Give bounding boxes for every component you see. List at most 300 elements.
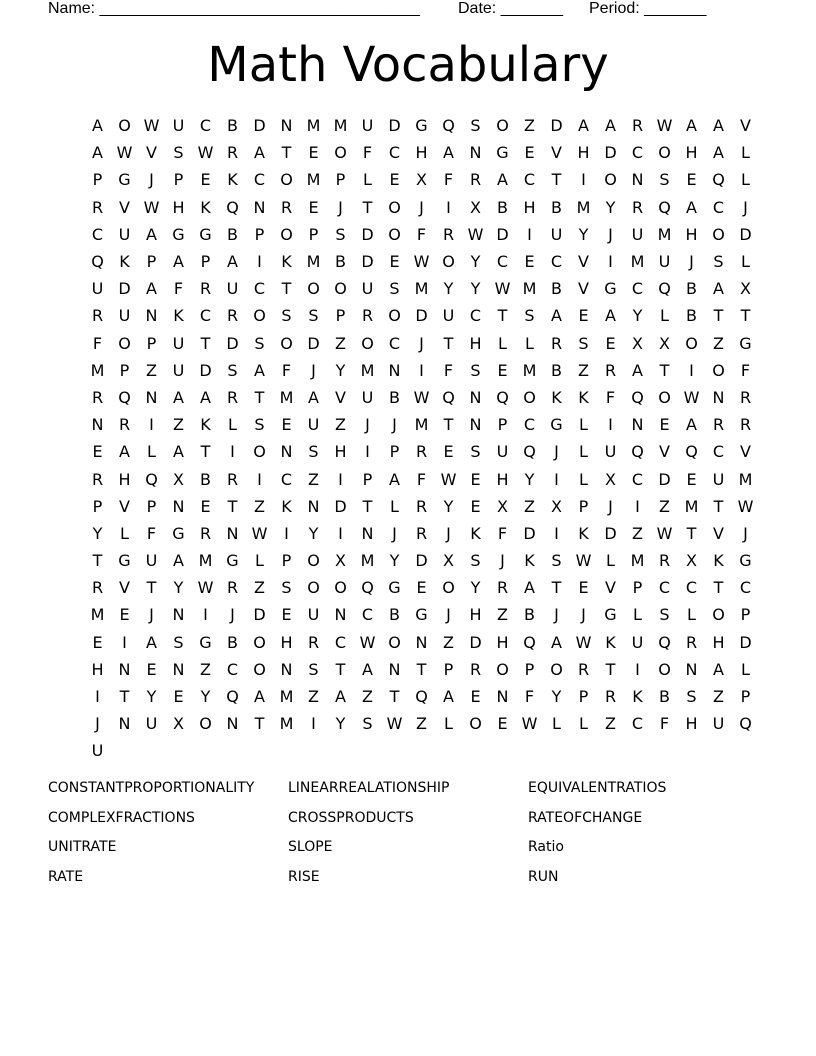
grid-letter: E [686, 170, 697, 190]
grid-letter: W [197, 578, 214, 598]
grid-letter: W [197, 143, 214, 163]
grid-letter: A [308, 387, 319, 407]
grid-letter: W [494, 279, 511, 299]
grid-letter: V [740, 442, 751, 462]
grid-letter: S [227, 360, 238, 380]
grid-letter: C [739, 578, 752, 598]
grid-letter: N [172, 659, 185, 679]
grid-letter: C [253, 279, 266, 299]
grid-letter: P [119, 360, 130, 380]
grid-letter: T [227, 496, 238, 516]
grid-letter: D [415, 306, 428, 326]
grid-letter: J [608, 224, 613, 244]
grid-letter: A [146, 224, 157, 244]
grid-letter: P [740, 605, 751, 625]
grid-letter: E [173, 687, 184, 707]
grid-letter: T [389, 687, 400, 707]
grid-letter: N [469, 387, 482, 407]
grid-letter: T [497, 306, 508, 326]
grid-letter: H [712, 632, 725, 652]
grid-letter: V [713, 523, 724, 543]
grid-letter: T [281, 279, 292, 299]
grid-letter: W [413, 252, 430, 272]
grid-letter: J [446, 605, 451, 625]
grid-letter: B [227, 224, 238, 244]
grid-letter: T [254, 714, 265, 734]
grid-letter: N [172, 496, 185, 516]
grid-letter: K [524, 551, 535, 571]
grid-letter: R [631, 197, 644, 217]
grid-letter: O [280, 333, 293, 353]
grid-letter: S [173, 143, 184, 163]
grid-letter: J [554, 442, 559, 462]
grid-letter: Y [470, 578, 481, 598]
grid-letter: J [392, 523, 397, 543]
grid-letter: J [446, 523, 451, 543]
grid-letter: M [738, 469, 753, 489]
grid-letter: N [280, 659, 293, 679]
word-bank-item: CONSTANTPROPORTIONALITY [48, 780, 255, 796]
grid-letter: C [361, 605, 374, 625]
grid-letter: W [251, 523, 268, 543]
grid-letter: F [659, 714, 670, 734]
grid-letter: S [686, 687, 697, 707]
grid-letter: T [416, 659, 427, 679]
grid-letter: W [683, 387, 700, 407]
grid-letter: Z [416, 714, 427, 734]
grid-letter: S [524, 306, 535, 326]
grid-letter: N [172, 605, 185, 625]
grid-letter: R [226, 143, 239, 163]
grid-letter: W [386, 714, 403, 734]
grid-letter: N [280, 442, 293, 462]
grid-letter: O [712, 224, 725, 244]
period-field-label: Period: _______ [589, 0, 707, 17]
grid-letter: P [281, 551, 292, 571]
grid-letter: T [443, 415, 454, 435]
grid-letter: P [389, 442, 400, 462]
grid-letter: N [307, 496, 320, 516]
grid-letter: R [415, 523, 428, 543]
grid-letter: L [228, 415, 237, 435]
grid-letter: R [91, 469, 104, 489]
grid-letter: A [551, 632, 562, 652]
grid-letter: H [469, 333, 482, 353]
grid-letter: X [173, 714, 184, 734]
grid-letter: A [362, 659, 373, 679]
grid-letter: A [578, 116, 589, 136]
grid-letter: Y [443, 496, 454, 516]
grid-letter: Q [523, 442, 536, 462]
grid-letter: E [389, 170, 400, 190]
grid-letter: D [253, 116, 266, 136]
grid-letter: R [658, 551, 671, 571]
grid-letter: P [254, 224, 265, 244]
grid-letter: A [92, 116, 103, 136]
grid-letter: I [338, 523, 343, 543]
grid-letter: Y [551, 687, 562, 707]
grid-letter: L [363, 170, 372, 190]
grid-letter: I [203, 605, 208, 625]
grid-letter: G [226, 551, 239, 571]
grid-letter: A [254, 687, 265, 707]
grid-letter: I [257, 469, 262, 489]
grid-letter: O [307, 551, 320, 571]
grid-letter: G [739, 551, 752, 571]
grid-letter: D [739, 632, 752, 652]
grid-letter: L [552, 714, 561, 734]
grid-letter: P [146, 252, 157, 272]
grid-letter: S [659, 170, 670, 190]
grid-letter: M [90, 605, 105, 625]
grid-letter: R [226, 469, 239, 489]
grid-letter: X [605, 469, 616, 489]
grid-letter: W [116, 143, 133, 163]
grid-letter: R [415, 496, 428, 516]
grid-letter: I [230, 442, 235, 462]
grid-letter: R [550, 333, 563, 353]
grid-letter: T [92, 551, 103, 571]
grid-letter: N [631, 415, 644, 435]
grid-letter: V [551, 143, 562, 163]
grid-letter: N [91, 415, 104, 435]
grid-letter: L [390, 496, 399, 516]
grid-letter: P [92, 170, 103, 190]
grid-letter: L [633, 605, 642, 625]
grid-letter: V [119, 496, 130, 516]
grid-letter: M [576, 197, 591, 217]
grid-letter: T [281, 143, 292, 163]
grid-letter: M [198, 551, 213, 571]
grid-letter: O [307, 279, 320, 299]
grid-letter: I [95, 687, 100, 707]
grid-letter: W [359, 632, 376, 652]
grid-letter: Z [578, 360, 589, 380]
grid-letter: B [524, 605, 535, 625]
grid-letter: P [740, 687, 751, 707]
grid-letter: G [415, 605, 428, 625]
grid-letter: R [739, 387, 752, 407]
grid-letter: B [551, 197, 562, 217]
grid-letter: J [230, 605, 235, 625]
header-line [48, 0, 748, 20]
grid-letter: Q [118, 387, 131, 407]
grid-letter: Z [713, 687, 724, 707]
grid-letter: N [334, 605, 347, 625]
grid-letter: E [470, 496, 481, 516]
grid-letter: C [388, 143, 401, 163]
grid-letter: M [306, 252, 321, 272]
grid-letter: S [659, 605, 670, 625]
grid-letter: R [739, 415, 752, 435]
grid-letter: L [120, 523, 129, 543]
grid-letter: T [659, 360, 670, 380]
grid-letter: I [554, 523, 559, 543]
grid-letter: X [551, 496, 562, 516]
grid-letter: Q [226, 687, 239, 707]
grid-letter: S [470, 551, 481, 571]
grid-letter: Y [605, 197, 616, 217]
grid-letter: U [550, 224, 563, 244]
grid-letter: B [200, 469, 211, 489]
grid-letter: T [686, 523, 697, 543]
grid-letter: I [608, 252, 613, 272]
grid-letter: O [118, 116, 131, 136]
grid-letter: I [446, 197, 451, 217]
grid-letter: U [172, 116, 185, 136]
grid-letter: A [335, 687, 346, 707]
grid-letter: P [146, 333, 157, 353]
grid-letter: L [579, 442, 588, 462]
grid-letter: V [335, 387, 346, 407]
grid-letter: G [550, 415, 563, 435]
grid-letter: T [146, 578, 157, 598]
grid-letter: E [686, 469, 697, 489]
grid-letter: Q [712, 170, 725, 190]
grid-letter: M [306, 170, 321, 190]
grid-letter: V [740, 116, 751, 136]
grid-letter: O [253, 306, 266, 326]
grid-letter: E [578, 306, 589, 326]
grid-letter: O [334, 143, 347, 163]
grid-letter: C [631, 279, 644, 299]
grid-letter: J [365, 415, 370, 435]
grid-letter: U [604, 442, 617, 462]
grid-letter: B [497, 197, 508, 217]
grid-letter: R [307, 632, 320, 652]
grid-letter: Y [335, 360, 346, 380]
grid-letter: G [118, 170, 131, 190]
grid-letter: H [523, 197, 536, 217]
grid-letter: Z [200, 659, 211, 679]
grid-letter: G [604, 279, 617, 299]
grid-letter: O [361, 333, 374, 353]
grid-letter: C [523, 415, 536, 435]
grid-letter: K [281, 496, 292, 516]
word-bank [48, 776, 768, 894]
grid-letter: H [685, 143, 698, 163]
grid-letter: A [605, 306, 616, 326]
grid-letter: A [686, 415, 697, 435]
grid-letter: E [497, 360, 508, 380]
grid-letter: R [280, 197, 293, 217]
grid-letter: U [226, 279, 239, 299]
grid-letter: K [119, 252, 130, 272]
grid-letter: R [442, 224, 455, 244]
grid-letter: E [443, 442, 454, 462]
grid-letter: U [91, 741, 104, 761]
grid-letter: U [145, 551, 158, 571]
grid-letter: E [281, 605, 292, 625]
grid-letter: H [685, 714, 698, 734]
grid-letter: A [254, 360, 265, 380]
grid-letter: X [335, 551, 346, 571]
grid-letter: O [388, 306, 401, 326]
grid-letter: A [146, 279, 157, 299]
grid-letter: E [524, 252, 535, 272]
grid-letter: O [253, 632, 266, 652]
grid-letter: T [740, 306, 751, 326]
grid-letter: L [525, 333, 534, 353]
grid-letter: A [713, 143, 724, 163]
grid-letter: Y [443, 279, 454, 299]
grid-letter: E [146, 659, 157, 679]
grid-letter: B [335, 252, 346, 272]
grid-letter: F [740, 360, 751, 380]
grid-letter: R [604, 360, 617, 380]
grid-letter: C [712, 197, 725, 217]
grid-letter: G [172, 523, 185, 543]
grid-letter: F [443, 170, 454, 190]
grid-letter: U [361, 116, 374, 136]
date-field-label: Date: _______ [458, 0, 563, 17]
grid-letter: D [388, 116, 401, 136]
grid-letter: M [279, 687, 294, 707]
grid-letter: T [200, 333, 211, 353]
grid-letter: I [122, 632, 127, 652]
grid-letter: L [741, 170, 750, 190]
grid-letter: E [524, 143, 535, 163]
grid-letter: A [389, 469, 400, 489]
grid-letter: M [522, 279, 537, 299]
grid-letter: P [578, 496, 589, 516]
grid-letter: V [605, 578, 616, 598]
grid-letter: D [739, 224, 752, 244]
word-bank-item: SLOPE [288, 839, 333, 855]
grid-letter: S [470, 442, 481, 462]
grid-letter: A [254, 143, 265, 163]
grid-letter: M [414, 415, 429, 435]
grid-letter: L [660, 306, 669, 326]
grid-letter: K [578, 387, 589, 407]
grid-letter: F [416, 469, 427, 489]
grid-letter: U [172, 360, 185, 380]
grid-letter: S [254, 333, 265, 353]
grid-letter: J [149, 605, 154, 625]
grid-letter: H [496, 632, 509, 652]
grid-letter: C [658, 578, 671, 598]
grid-letter: O [685, 333, 698, 353]
grid-letter: N [145, 387, 158, 407]
grid-letter: B [551, 279, 562, 299]
grid-letter: O [442, 578, 455, 598]
grid-letter: Q [415, 687, 428, 707]
grid-letter: C [280, 469, 293, 489]
grid-letter: Q [226, 197, 239, 217]
grid-letter: N [226, 714, 239, 734]
grid-letter: A [524, 578, 535, 598]
grid-letter: H [118, 469, 131, 489]
grid-letter: Q [685, 442, 698, 462]
grid-letter: R [118, 415, 131, 435]
grid-letter: V [146, 143, 157, 163]
grid-letter: M [657, 224, 672, 244]
grid-letter: K [227, 170, 238, 190]
grid-letter: B [659, 687, 670, 707]
grid-letter: U [658, 252, 671, 272]
grid-letter: J [500, 551, 505, 571]
grid-letter: M [279, 387, 294, 407]
grid-letter: E [470, 687, 481, 707]
grid-letter: A [713, 659, 724, 679]
grid-letter: H [496, 469, 509, 489]
grid-letter: G [199, 224, 212, 244]
grid-letter: G [118, 551, 131, 571]
grid-letter: F [416, 224, 427, 244]
grid-letter: I [527, 224, 532, 244]
grid-letter: R [577, 659, 590, 679]
grid-letter: Q [496, 387, 509, 407]
grid-letter: N [226, 523, 239, 543]
grid-letter: E [119, 605, 130, 625]
name-field-label: Name: ____________________________________ [48, 0, 420, 17]
grid-letter: C [550, 252, 563, 272]
grid-letter: W [440, 469, 457, 489]
grid-letter: V [119, 578, 130, 598]
grid-letter: Q [91, 252, 104, 272]
grid-letter: W [737, 496, 754, 516]
grid-letter: U [361, 387, 374, 407]
word-bank-item: RISE [288, 868, 320, 885]
grid-letter: D [253, 605, 266, 625]
grid-letter: O [334, 279, 347, 299]
grid-letter: Y [470, 279, 481, 299]
grid-letter: T [713, 496, 724, 516]
grid-letter: Z [308, 469, 319, 489]
grid-letter: M [360, 551, 375, 571]
grid-letter: Q [523, 632, 536, 652]
grid-letter: Q [739, 714, 752, 734]
grid-letter: U [118, 224, 131, 244]
grid-letter: W [143, 197, 160, 217]
grid-letter: K [173, 306, 184, 326]
grid-letter: G [415, 116, 428, 136]
grid-letter: A [227, 252, 238, 272]
grid-letter: I [689, 360, 694, 380]
grid-letter: Z [335, 415, 346, 435]
word-search-grid [84, 112, 759, 765]
grid-letter: N [280, 116, 293, 136]
grid-letter: D [604, 143, 617, 163]
grid-letter: T [713, 306, 724, 326]
grid-letter: F [146, 523, 157, 543]
grid-letter: C [388, 333, 401, 353]
grid-letter: A [146, 632, 157, 652]
grid-letter: M [360, 360, 375, 380]
grid-letter: U [631, 224, 644, 244]
grid-letter: M [279, 714, 294, 734]
grid-letter: P [443, 659, 454, 679]
grid-letter: E [605, 333, 616, 353]
grid-letter: O [442, 252, 455, 272]
grid-letter: E [578, 578, 589, 598]
grid-letter: E [470, 469, 481, 489]
grid-letter: J [149, 170, 154, 190]
grid-letter: R [712, 415, 725, 435]
grid-letter: L [741, 659, 750, 679]
grid-letter: N [388, 659, 401, 679]
grid-letter: K [200, 197, 211, 217]
grid-letter: Q [631, 387, 644, 407]
grid-letter: U [712, 714, 725, 734]
grid-letter: R [685, 632, 698, 652]
grid-letter: L [255, 551, 264, 571]
grid-letter: N [118, 714, 131, 734]
grid-letter: E [281, 415, 292, 435]
grid-letter: A [92, 143, 103, 163]
grid-letter: A [443, 687, 454, 707]
grid-letter: L [147, 442, 156, 462]
